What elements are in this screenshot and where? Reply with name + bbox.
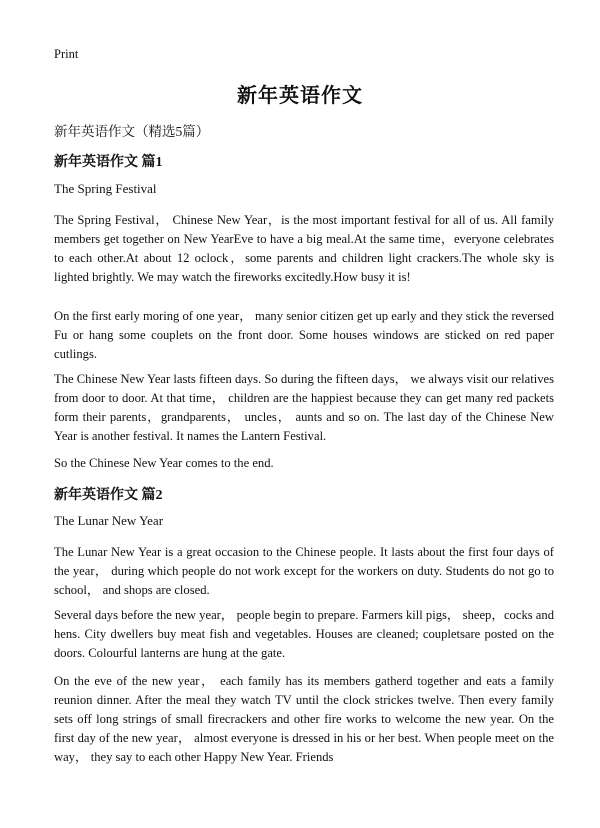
paragraph	[54, 606, 554, 663]
paragraph	[54, 454, 554, 473]
section-heading: 新年英语作文 篇2	[54, 488, 163, 503]
paragraph	[54, 672, 554, 767]
document-subtitle: 新年英语作文（精选5篇）	[54, 124, 210, 139]
paragraph	[54, 211, 554, 287]
essay-title: The Lunar New Year	[54, 513, 164, 528]
essay-title: The Spring Festival	[54, 181, 157, 196]
paragraph-text: So the Chinese New Year comes to the end.	[54, 456, 274, 470]
paragraph	[54, 370, 554, 446]
print-link[interactable]: Print	[54, 47, 79, 61]
paragraph-text: On the eve of the new year， each family has its members gatherd together and eats a family reunion dinner. After the meal they watch TV until the clock strickes twelve. Then every family sets off long strings of small firecrackers and other fire works to welcome the new year. On the first day of the new year， almost everyone is dressed in his or her best. When people meet on the way， they say to each other Happy New Year. Friends	[54, 674, 554, 764]
paragraph-text: The Spring Festival， Chinese New Year，is the most important festival for all of us. All family members get together on New YearEve to have a big meal.At the same time，everyone celebrates to each other.At about 12 oclock，some parents and children light crackers.The whole sky is lighted brightly. We may watch the fireworks excitedly.How busy it is!	[54, 213, 554, 284]
paragraph-text: On the first early moring of one year， many senior citizen get up early and they stick the reversed Fu or hang some couplets on the front door. Some houses windows are sticked on red paper cutlings.	[54, 309, 554, 361]
paragraph	[54, 543, 554, 600]
section-heading: 新年英语作文 篇1	[54, 155, 163, 170]
paragraph	[54, 307, 554, 364]
document-title: 新年英语作文	[237, 85, 363, 107]
paragraph-text: The Lunar New Year is a great occasion to the Chinese people. It lasts about the first four days of the year， during which people do not work except for the workers on duty. Students do not go to school， and shops are closed.	[54, 545, 554, 597]
paragraph-text: Several days before the new year， people begin to prepare. Farmers kill pigs， sheep，cocks and hens. City dwellers buy meat fish and vegetables. Houses are cleaned; coupletsare posted on the doors. Colourful lanterns are hung at the gate.	[54, 608, 554, 660]
paragraph-text: The Chinese New Year lasts fifteen days. So during the fifteen days， we always visit our relatives from door to door. At that time， children are the happiest because they can get many red packets form their parents，grandparents， uncles， aunts and so on. The last day of the Chinese New Year is another festival. It names the Lantern Festival.	[54, 372, 554, 443]
